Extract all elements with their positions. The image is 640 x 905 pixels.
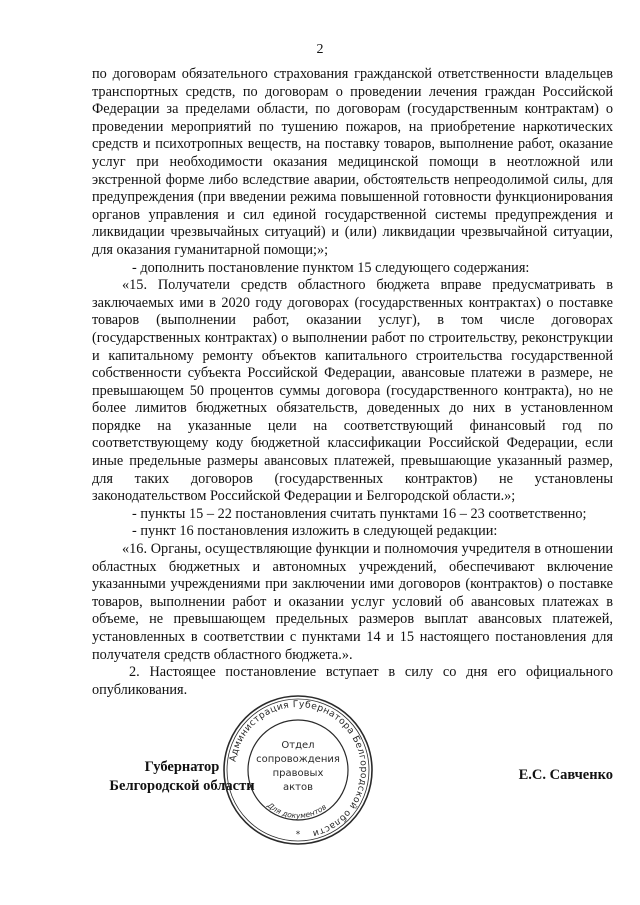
paragraph-continuation: по договорам обязательного страхования гражданской ответственности владельцев транспортных средств, по договорам о проведении лечения граждан Российской Федерации за пределами области, по договорам (государственным контрактам) о проведении мероприятий по тушению пожаров, на приобретение наркотических средств и психотропных веществ, на поставку товаров, выполнение работ, оказание услуг при необходимости оказания медицинской помощи в неотложной или экстренной форме либо вследствие аварии, обстоятельств непреодолимой силы, для предупреждения (при введении режима повышенной готовности функционирования органов управления и сил единой государственной системы предупреждения и ликвидации чрезвычайных ситуаций) и (или) ликвидации чрезвычайной ситуации, для оказания гуманитарной помощи;»; [92, 66, 613, 258]
stamp-star-icon: * [295, 830, 301, 840]
stamp-inner-line2: сопровождения [256, 754, 340, 765]
stamp-bottom-text: Для документов [265, 800, 329, 821]
stamp-inner-line3: правовых [272, 768, 324, 779]
paragraph-add-point-15: - дополнить постановление пунктом 15 следующего содержания: [132, 259, 530, 276]
signatory-name: Е.С. Савченко [518, 767, 613, 783]
paragraph-renumber: - пункты 15 – 22 постановления считать пунктами 16 – 23 соответственно; [132, 505, 587, 522]
stamp-seal-image [222, 694, 374, 846]
page-number: 2 [316, 42, 324, 57]
paragraph-point-16: «16. Органы, осуществляющие функции и полномочия учредителя в отношении областных бюджетных и автономных учреждений, обеспечивают включение указанными учреждениями при заключении ими договоров (контрактов) о поставке товаров, выполнении работ и оказании услуг условий об авансовых платежах в объеме, не превышающем предельных размеров выплат авансовых платежей, установленных в соответствии с пунктами 14 и 15 настоящего постановления для получателя средств областного бюджета.». [92, 541, 613, 663]
paragraph-point-15: «15. Получатели средств областного бюджета вправе предусматривать в заключаемых ими в 2020 году договорах (государственных контрактах) о поставке товаров (выполнении работ, оказании услуг), в том числе договорах (государственных контрактах) о выполнении работ по строительству, реконструкции и капитальному ремонту объектов капитального строительства государственной собственности субъекта Российской Федерации, авансовые платежи в размере, не превышающем 50 процентов суммы договора (государственного контракта), но не более лимитов бюджетных обязательств, доведенных до них в установленном порядке на указанные цели на соответствующий финансовый год по соответствующему коду бюджетной классификации Российской Федерации, если иные предельные размеры авансовых платежей, превышающие указанный размер, для таких договоров (государственных контрактов) не установлены законодательством Российской Федерации и Белгородской области.»; [92, 277, 613, 505]
signatory-position-line1: Губернатор [144, 759, 220, 775]
official-stamp [222, 694, 374, 846]
document-body [92, 66, 613, 699]
stamp-inner-line1: Отдел [281, 740, 315, 751]
paragraph-effective-date: 2. Настоящее постановление вступает в силу со дня его официального опубликования. [92, 664, 613, 698]
paragraph-point-16-intro: - пункт 16 постановления изложить в следующей редакции: [132, 523, 498, 540]
stamp-outer-text: Администрация Губернатора Белгородской области [227, 698, 370, 840]
stamp-inner-line4: актов [282, 782, 314, 793]
signatory-position-line2: Белгородской области [109, 778, 255, 794]
